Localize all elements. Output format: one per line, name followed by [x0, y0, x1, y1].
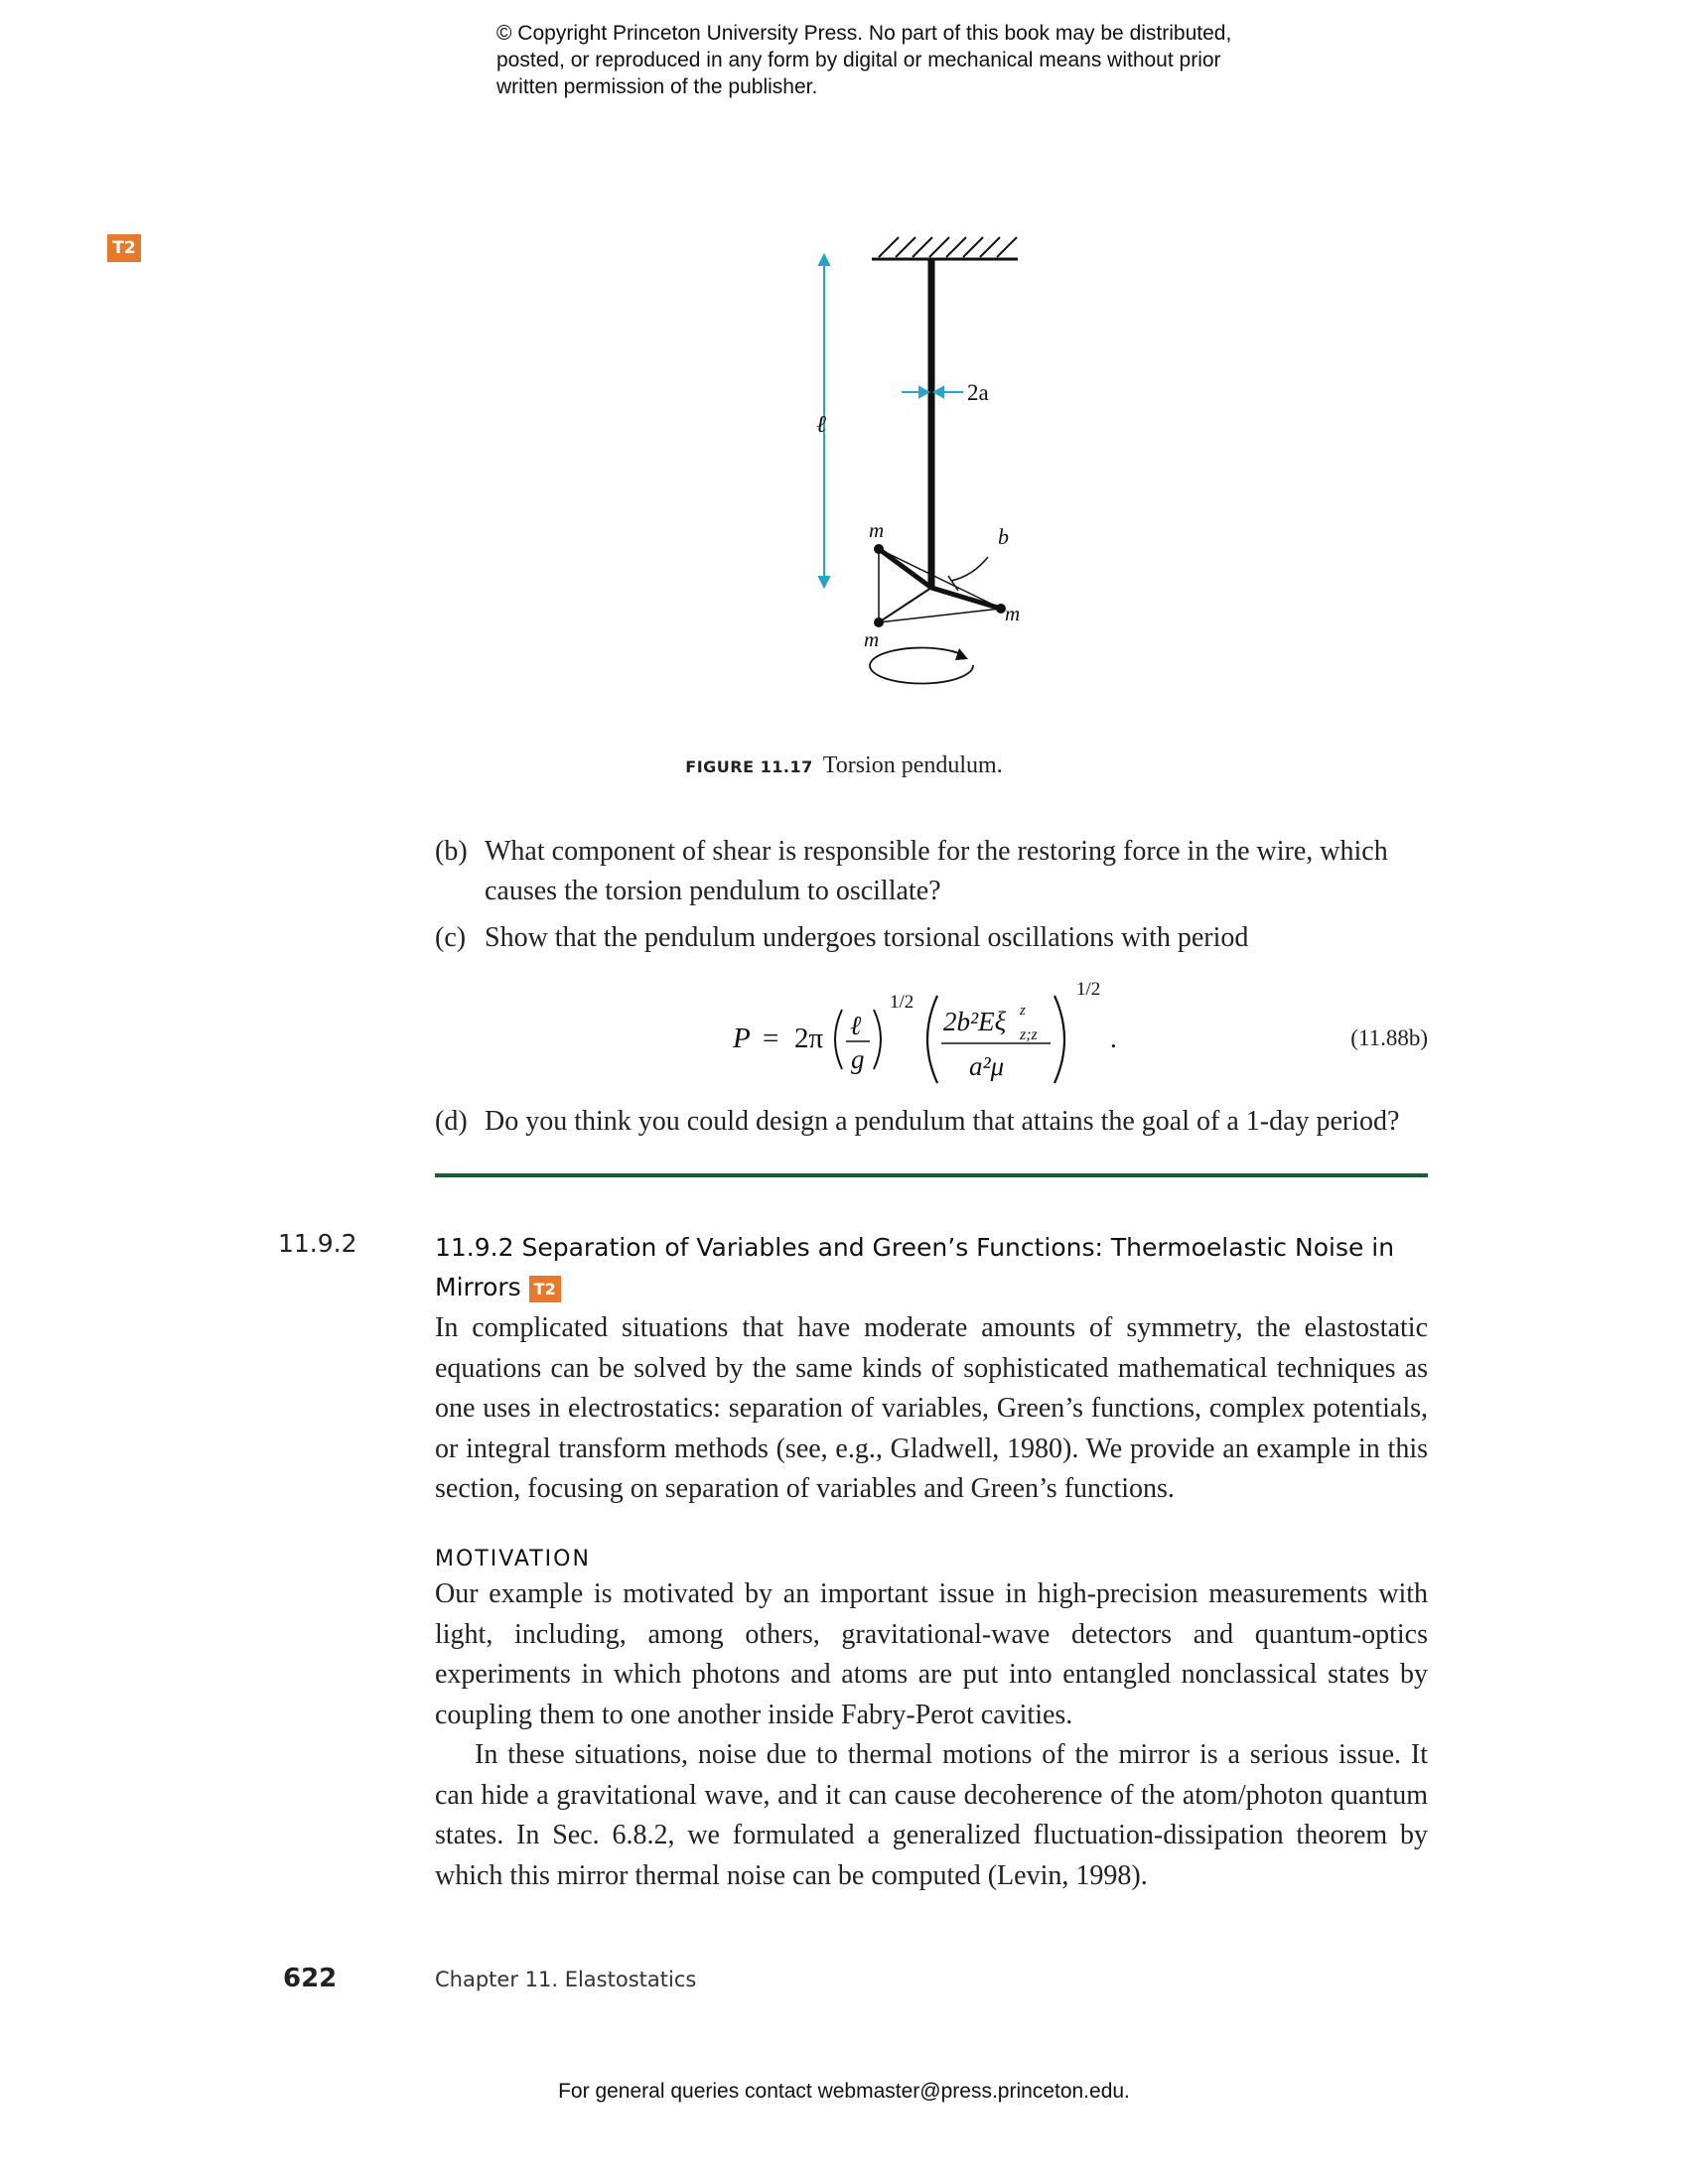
rotation-arrowhead — [955, 648, 968, 660]
part-b-text: What component of shear is responsible for the restoring force in the wire, which causes the torsion pendulum to oscillate? — [485, 836, 1388, 906]
equation-number: (11.88b) — [1350, 1025, 1428, 1050]
part-d-marker: (d) — [435, 1106, 468, 1137]
part-c-text: Show that the pendulum undergoes torsional oscillations with period — [485, 922, 1249, 953]
eq-frac2-den: a²μ — [969, 1051, 1005, 1081]
part-b-marker: (b) — [435, 836, 468, 867]
eq-paren2-left — [927, 996, 937, 1083]
copyright-notice: © Copyright Princeton University Press. No part of this book may be distributed, posted, or reproduced in any form by digital or mechanical means without prior written permission of the publisher. — [496, 22, 1232, 98]
ceiling-hatching — [879, 237, 1017, 257]
length-label: ℓ — [816, 412, 826, 438]
eq-frac1-den: g — [851, 1044, 865, 1074]
motivation-heading: MOTIVATION — [435, 1547, 591, 1571]
contact-footer: For general queries contact webmaster@press.princeton.edu. — [558, 2080, 1130, 2103]
eq-frac2-sup: z — [1020, 1003, 1026, 1019]
part-d-text: Do you think you could design a pendulum that attains the goal of a 1-day period? — [485, 1106, 1400, 1137]
eq-period: . — [1110, 1024, 1117, 1053]
section-heading — [435, 1228, 1428, 1307]
arm-label: b — [998, 524, 1009, 549]
running-head: Chapter 11. Elastostatics — [435, 1968, 697, 1991]
section-margin-number: 11.9.2 — [278, 1229, 357, 1258]
rotor-arms — [879, 549, 1001, 622]
eq-paren1-left — [835, 1010, 842, 1069]
eq-exp2: 1/2 — [1076, 979, 1101, 1000]
paragraph-motivation: Our example is motivated by an important issue in high-precision measurements with light, including, among others, gravitational-wave detectors and quantum-optics experiments in which photons and atoms are put into entangled nonclassical states by coupling them to one another inside Fabry-Perot cavities. — [435, 1578, 1428, 1730]
paragraph-thermal-noise: In these situations, noise due to thermal motions of the mirror is a serious issue. It can hide a gravitational wave, and it can cause decoherence of the atom/photon quantum states. In Sec. 6.8.2, we formulated a generalized fluctuation-dissipation theorem by which this mirror thermal noise can be computed (Levin, 1998). — [435, 1739, 1428, 1891]
paragraph-intro: In complicated situations that have moderate amounts of symmetry, the elastostatic equations can be solved by the same kinds of sophisticated mathematical techniques as one uses in electrostatics: separation of variables, Green’s functions, complex potentials, or integral transform methods (see, e.g., Gladwell, 1980). We provide an example in this section, focusing on separation of variables and Green’s functions. — [435, 1312, 1428, 1504]
eq-paren1-right — [874, 1010, 881, 1069]
exercise-part-d — [435, 1102, 1428, 1142]
exercise-part-c — [435, 918, 1428, 958]
track-two-badge: T2 — [107, 234, 141, 262]
eq-frac2-num: 2b²Eξ — [943, 1007, 1007, 1036]
arm-leader-line — [951, 557, 988, 581]
eq-frac1-num: ℓ — [850, 1011, 862, 1040]
section-track-two-badge: T2 — [529, 1276, 561, 1302]
eq-paren2-right — [1055, 996, 1064, 1083]
mass-label-left: m — [864, 627, 880, 651]
page-number: 622 — [283, 1964, 338, 1993]
mass-label-top: m — [869, 518, 885, 542]
mass-label-right: m — [1005, 602, 1021, 625]
figure-caption-text: Torsion pendulum. — [822, 752, 1003, 778]
torsion-pendulum-figure — [774, 223, 1072, 720]
equation-graphic — [733, 978, 1150, 1097]
eq-coef: 2π — [794, 1023, 824, 1054]
width-label: 2a — [967, 380, 989, 405]
section-heading-text: 11.9.2 Separation of Variables and Green’s Functions: Thermoelastic Noise in Mirrors — [435, 1233, 1395, 1301]
section-divider-rule — [435, 1173, 1428, 1177]
eq-lhs: P — [733, 1023, 751, 1054]
part-c-marker: (c) — [435, 922, 467, 953]
eq-frac2-sub: z;z — [1020, 1026, 1038, 1043]
figure-caption — [0, 752, 1688, 779]
eq-exp1: 1/2 — [890, 992, 914, 1013]
figure-caption-label: FIGURE 11.17 — [685, 757, 813, 776]
eq-equals: = — [763, 1023, 779, 1054]
exercise-part-b — [435, 832, 1428, 911]
equation-11-88b — [435, 978, 1428, 1097]
